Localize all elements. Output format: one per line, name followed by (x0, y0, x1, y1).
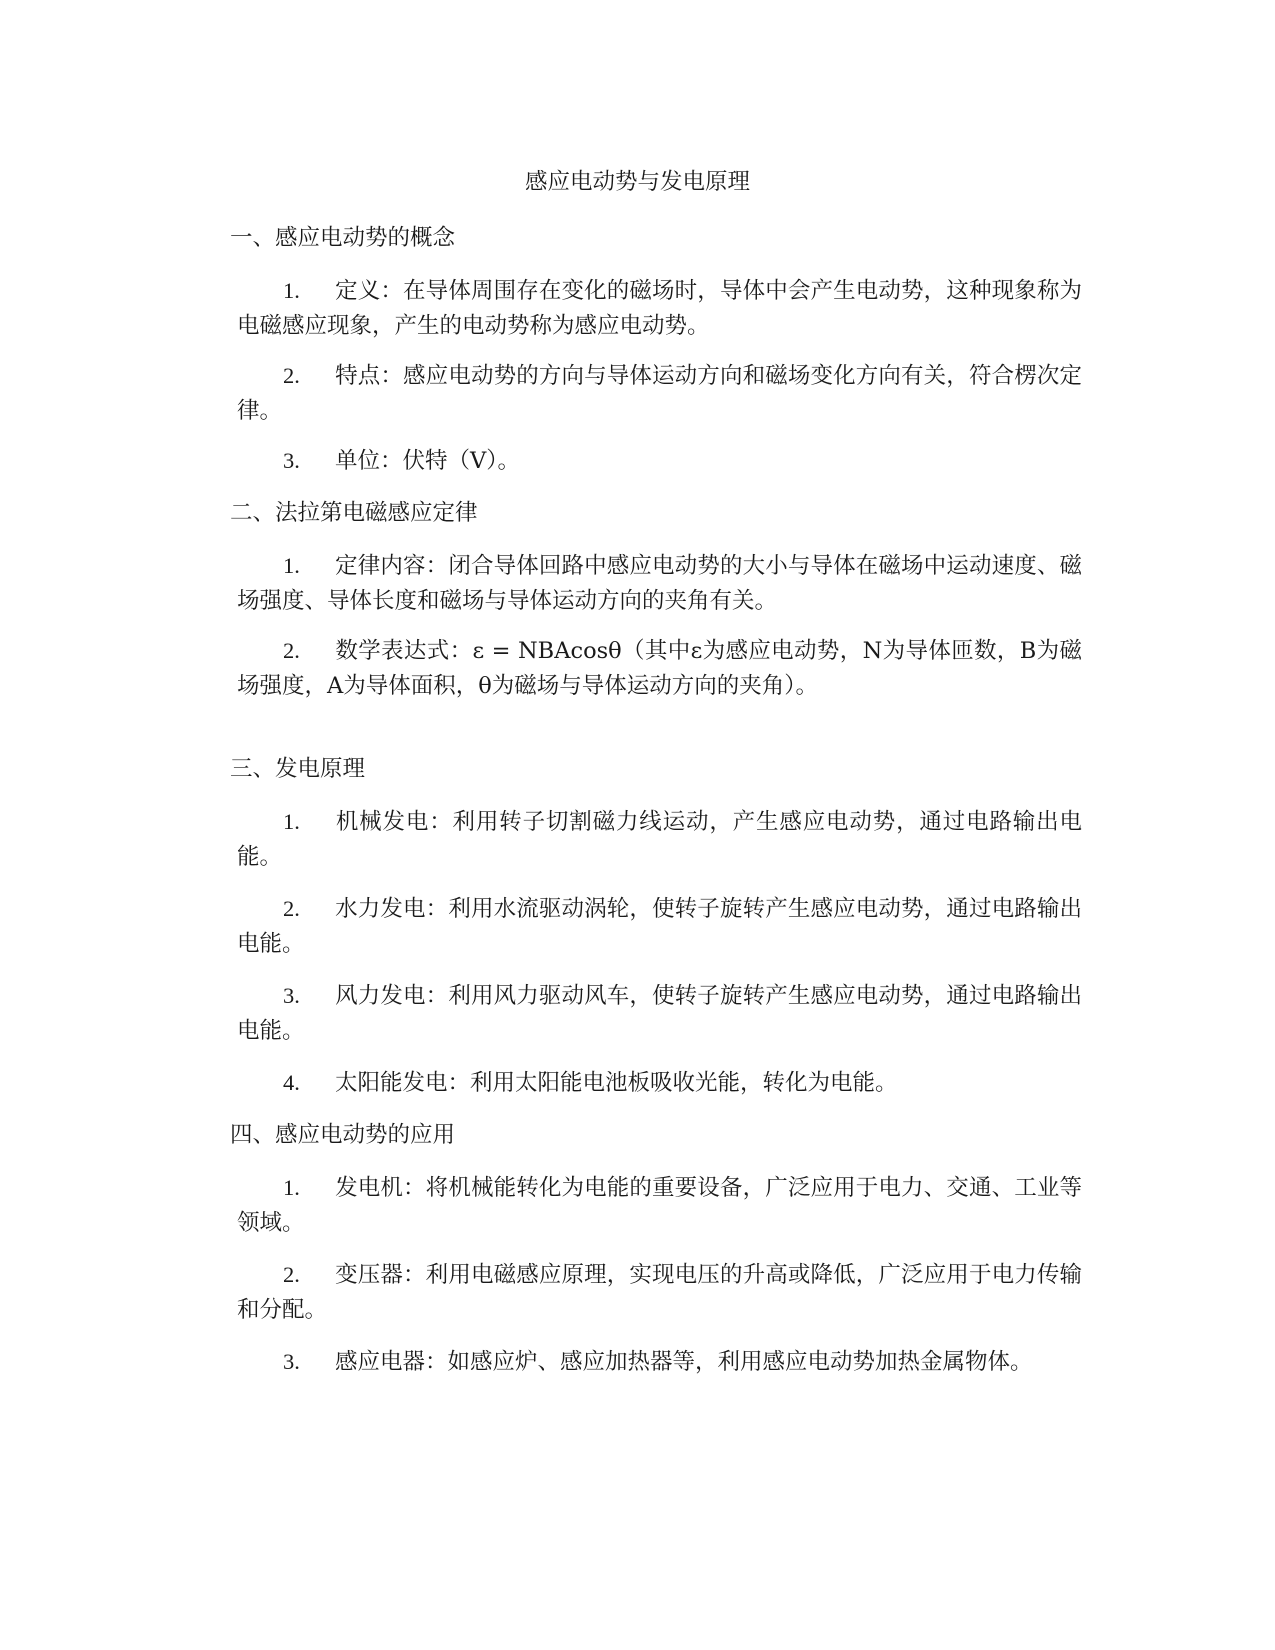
item-number: 1. (283, 809, 300, 834)
list-item (237, 1065, 1082, 1101)
document-title: 感应电动势与发电原理 (524, 169, 750, 195)
item-text: 机械发电：利用转子切割磁力线运动，产生感应电动势，通过电路输出电能。 (237, 809, 1082, 870)
list-item (237, 1344, 1082, 1380)
list-item (237, 273, 1082, 344)
item-text: 单位：伏特（V）。 (335, 448, 520, 474)
item-text: 数学表达式：ε = NBAcosθ（其中ε为感应电动势，N为导体匝数，B为磁场强度，A为导体面积，θ为磁场与导体运动方向的夹角）。 (237, 638, 1082, 699)
item-number: 1. (283, 278, 300, 303)
list-item (237, 548, 1082, 619)
item-number: 3. (283, 983, 300, 1008)
list-item (237, 633, 1082, 704)
item-number: 2. (283, 638, 300, 663)
item-number: 2. (283, 363, 300, 388)
item-number: 1. (283, 553, 300, 578)
item-text: 感应电器：如感应炉、感应加热器等，利用感应电动势加热金属物体。 (335, 1349, 1033, 1375)
item-number: 2. (283, 896, 300, 921)
item-text: 太阳能发电：利用太阳能电池板吸收光能，转化为电能。 (335, 1070, 898, 1096)
item-number: 1. (283, 1175, 300, 1200)
list-item (237, 978, 1082, 1049)
list-item (237, 1170, 1082, 1241)
item-text: 变压器：利用电磁感应原理，实现电压的升高或降低，广泛应用于电力传输和分配。 (237, 1262, 1082, 1323)
item-number: 3. (283, 448, 300, 473)
list-item (237, 358, 1082, 429)
item-text: 定律内容：闭合导体回路中感应电动势的大小与导体在磁场中运动速度、磁场强度、导体长度和磁场与导体运动方向的夹角有关。 (237, 553, 1082, 614)
item-text: 水力发电：利用水流驱动涡轮，使转子旋转产生感应电动势，通过电路输出电能。 (237, 896, 1082, 957)
item-text: 风力发电：利用风力驱动风车，使转子旋转产生感应电动势，通过电路输出电能。 (237, 983, 1082, 1044)
section-heading-1: 一、感应电动势的概念 (230, 225, 456, 251)
section-heading-3: 三、发电原理 (230, 756, 366, 782)
item-number: 3. (283, 1349, 300, 1374)
section-heading-4: 四、感应电动势的应用 (230, 1122, 456, 1148)
item-text: 发电机：将机械能转化为电能的重要设备，广泛应用于电力、交通、工业等领域。 (237, 1175, 1082, 1236)
list-item (237, 1257, 1082, 1328)
section-heading-2: 二、法拉第电磁感应定律 (230, 500, 478, 526)
item-text: 定义：在导体周围存在变化的磁场时，导体中会产生电动势，这种现象称为电磁感应现象，产生的电动势称为感应电动势。 (237, 278, 1082, 339)
list-item (237, 891, 1082, 962)
item-text: 特点：感应电动势的方向与导体运动方向和磁场变化方向有关，符合楞次定律。 (237, 363, 1082, 424)
list-item (237, 804, 1082, 875)
item-number: 2. (283, 1262, 300, 1287)
list-item (237, 443, 1082, 479)
item-number: 4. (283, 1070, 300, 1095)
